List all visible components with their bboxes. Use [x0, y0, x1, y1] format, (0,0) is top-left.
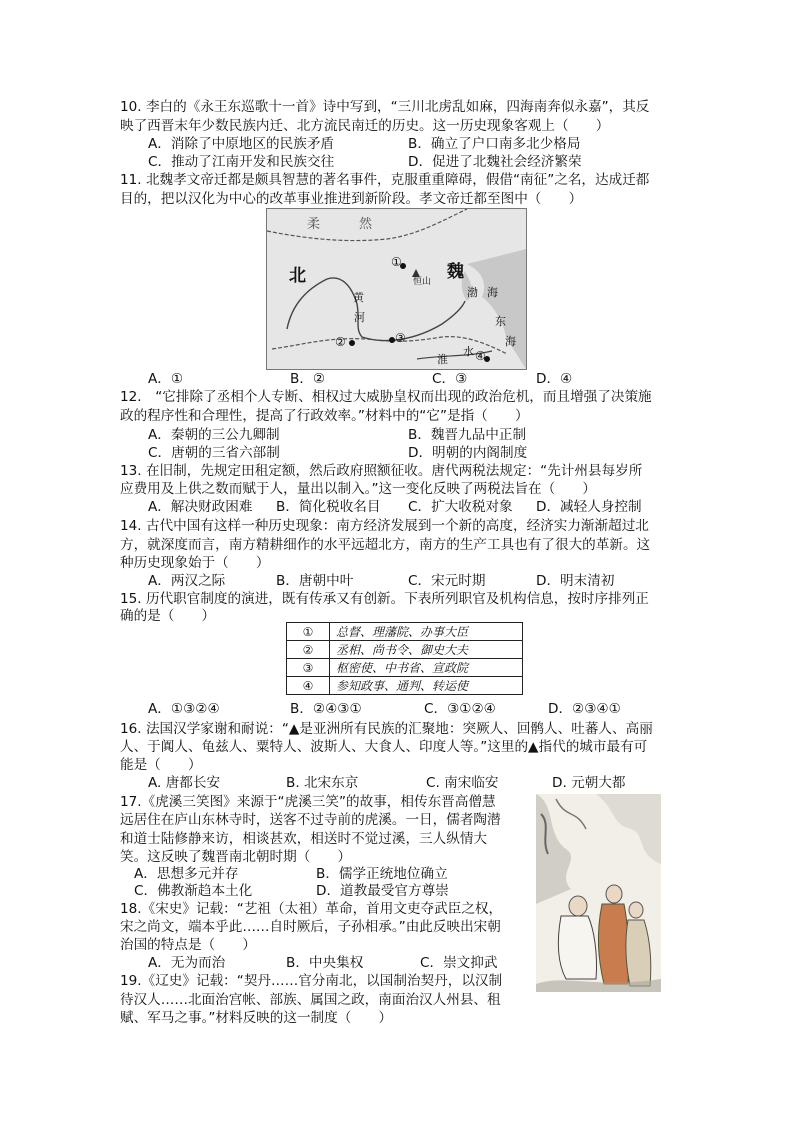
huxi-sanxiao-painting	[536, 794, 661, 992]
northern-wei-map	[266, 208, 527, 370]
q18-stem-line2: 宋之尚文，端本乎此……自时厥后，子孙相承。”由此反映出宋朝	[120, 919, 501, 935]
q11-option-b[interactable]: B．②	[290, 371, 326, 387]
q16-stem-line3: 能是（ ）	[120, 757, 202, 773]
q14-option-a[interactable]: A．两汉之际	[148, 573, 226, 589]
table-row-number: ①	[287, 623, 330, 641]
table-row	[287, 659, 523, 677]
map-label-hengshan: 恒山	[413, 277, 432, 287]
q19-stem-line1: 19.《辽史》记载：“契丹……官分南北，以国制治契丹，以汉制	[120, 973, 503, 989]
map-label-dong: 东	[495, 315, 506, 328]
q16-option-d[interactable]: D. 元朝大都	[552, 775, 626, 791]
map-label-he: 河	[354, 311, 365, 324]
q15-option-b[interactable]: B．②④③①	[290, 701, 362, 717]
map-marker-dot-2	[349, 340, 355, 346]
q11-stem-line1: 11. 北魏孝文帝迁都是颇具智慧的著名事件，克服重重障碍，假借“南征”之名，达成迁都	[120, 172, 650, 188]
q12-stem-line1: 12. “它排除了丞相个人专断、相权过大威胁皇权而出现的政治危机，而且增强了决策施	[120, 389, 652, 405]
q14-stem-line3: 种历史现象始于（ ）	[120, 555, 270, 571]
table-row-text: 总督、理藩院、办事大臣	[330, 623, 523, 641]
q16-option-a[interactable]: A. 唐都长安	[148, 775, 221, 791]
q18-stem-line1: 18.《宋史》记载：“艺祖（太祖）革命，首用文吏夺武臣之权，	[120, 901, 503, 917]
table-row	[287, 623, 523, 641]
q14-option-b[interactable]: B．唐朝中叶	[276, 573, 354, 589]
q19-stem-line2: 待汉人……北面治宫帐、部族、属国之政，南面治汉人州县、租	[120, 992, 501, 1008]
map-label-wei: 魏	[447, 262, 464, 282]
q17-option-c[interactable]: C．佛教渐趋本土化	[134, 883, 253, 899]
q14-option-d[interactable]: D．明末清初	[536, 573, 615, 589]
q15-option-c[interactable]: C．③①②④	[424, 701, 496, 717]
q10-stem-line1: 10. 李白的《永王东巡歌十一首》诗中写到，“三川北虏乱如麻，四海南奔似永嘉”，其反	[120, 99, 650, 115]
q17-option-a[interactable]: A．思想多元并存	[134, 866, 239, 882]
table-row-text: 丞相、尚书令、御史大夫	[330, 641, 523, 659]
q17-stem-line3: 和道士陆修静来访，相谈甚欢，相送时不觉过溪，三人纵情大	[120, 831, 488, 847]
q10-option-a[interactable]: A．消除了中原地区的民族矛盾	[148, 136, 335, 152]
map-label-huang: 黄	[353, 291, 364, 304]
q17-stem-line1: 17.《虎溪三笑图》来源于“虎溪三笑”的故事，相传东晋高僧慧	[120, 794, 496, 810]
q11-stem-line2: 目的，把以汉化为中心的改革事业推进到新阶段。孝文帝迁都至图中（ ）	[120, 191, 583, 207]
q17-stem-line4: 笑。这反映了魏晋南北朝时期（ ）	[120, 849, 352, 865]
table-row-text: 参知政事、通判、转运使	[330, 677, 523, 695]
q16-option-c[interactable]: C. 南宋临安	[426, 775, 499, 791]
q12-option-c[interactable]: C．唐朝的三省六部制	[148, 445, 280, 461]
q11-option-a[interactable]: A．①	[148, 371, 184, 387]
map-marker-4: ④	[475, 349, 486, 363]
q13-stem-line1: 13. 在旧制，先规定田租定额，然后政府照额征收。唐代两税法规定：“先计州县每岁所	[120, 463, 643, 479]
map-marker-1: ①	[391, 255, 402, 269]
q13-option-d[interactable]: D．减轻人身控制	[536, 499, 642, 515]
table-row	[287, 677, 523, 695]
q14-stem-line2: 方，就深度而言，南方精耕细作的水平远超北方，南方的生产工具也有了很大的革新。这	[120, 537, 651, 553]
q12-option-b[interactable]: B．魏晋九品中正制	[408, 427, 527, 443]
q12-stem-line2: 政的程序性和合理性，提高了行政效率。”材料中的“它”是指（ ）	[120, 408, 529, 424]
q12-option-d[interactable]: D．明朝的内阁制度	[408, 445, 528, 461]
q10-stem-line2: 映了西晋末年少数民族内迁、北方流民南迁的历史。这一历史现象客观上（ ）	[120, 118, 610, 134]
q15-stem-line2: 确的是（ ）	[120, 608, 216, 624]
map-label-bei: 北	[289, 266, 306, 286]
q11-option-c[interactable]: C．③	[432, 371, 468, 387]
painting-graphic	[536, 794, 661, 992]
q17-stem-line2: 远居住在庐山东林寺时，送客不过寺前的虎溪。一日，儒者陶潜	[120, 812, 501, 828]
q15-option-a[interactable]: A．①③②④	[148, 701, 220, 717]
q10-option-c[interactable]: C．推动了江南开发和民族交往	[148, 154, 335, 170]
q10-option-d[interactable]: D．促进了北魏社会经济繁荣	[408, 154, 582, 170]
q17-option-b[interactable]: B．儒学正统地位确立	[316, 866, 448, 882]
map-label-ran: 然	[359, 217, 373, 232]
map-marker-3: ③	[395, 331, 406, 345]
map-label-huai: 淮	[437, 353, 448, 366]
map-label-shui: 水	[463, 345, 474, 358]
table-row-text: 枢密使、中书省、宣政院	[330, 659, 523, 677]
q13-stem-line2: 应费用及上供之数而赋于人，量出以制入。”这一变化反映了两税法旨在（ ）	[120, 481, 597, 497]
q16-stem-line2: 人、于阗人、龟兹人、粟特人、波斯人、大食人、印度人等。”这里的▲指代的城市最有可	[120, 739, 648, 755]
q10-option-b[interactable]: B．确立了户口南多北少格局	[408, 136, 581, 152]
map-label-hai2: 海	[505, 335, 516, 348]
officials-table	[286, 622, 523, 695]
q14-option-c[interactable]: C．宋元时期	[408, 573, 486, 589]
map-label-bo: 渤	[467, 286, 478, 299]
q14-stem-line1: 14. 古代中国有这样一种历史现象：南方经济发展到一个新的高度，经济实力渐渐超过北	[120, 518, 649, 534]
q12-option-a[interactable]: A．秦朝的三公九卿制	[148, 427, 280, 443]
table-row-number: ④	[287, 677, 330, 695]
q19-stem-line3: 赋、军马之事。”材料反映的这一制度（ ）	[120, 1010, 393, 1026]
table-row-number: ③	[287, 659, 330, 677]
q16-stem-line1: 16. 法国汉学家谢和耐说：“▲是亚洲所有民族的汇聚地：突厥人、回鹘人、吐蕃人、高丽	[120, 721, 653, 737]
q16-option-b[interactable]: B. 北宋东京	[286, 775, 359, 791]
table-row	[287, 641, 523, 659]
q13-option-b[interactable]: B．简化税收名目	[276, 499, 381, 515]
map-label-rou: 柔	[307, 217, 321, 232]
q18-option-c[interactable]: C．崇文抑武	[420, 955, 498, 971]
q11-option-d[interactable]: D．④	[536, 371, 573, 387]
map-marker-2: ②	[335, 335, 346, 349]
q17-option-d[interactable]: D．道教最受官方尊崇	[316, 883, 449, 899]
q18-option-a[interactable]: A．无为而治	[148, 955, 226, 971]
q13-option-c[interactable]: C．扩大收税对象	[408, 499, 513, 515]
q18-option-b[interactable]: B．中央集权	[286, 955, 364, 971]
table-row-number: ②	[287, 641, 330, 659]
q15-option-d[interactable]: D．②③④①	[548, 701, 621, 717]
q13-option-a[interactable]: A．解决财政困难	[148, 499, 253, 515]
q18-stem-line3: 治国的特点是（ ）	[120, 937, 256, 953]
map-label-hai1: 海	[487, 286, 498, 299]
q15-stem-line1: 15. 历代职官制度的演进，既有传承又有创新。下表所列职官及机构信息，按时序排列正	[120, 591, 649, 607]
